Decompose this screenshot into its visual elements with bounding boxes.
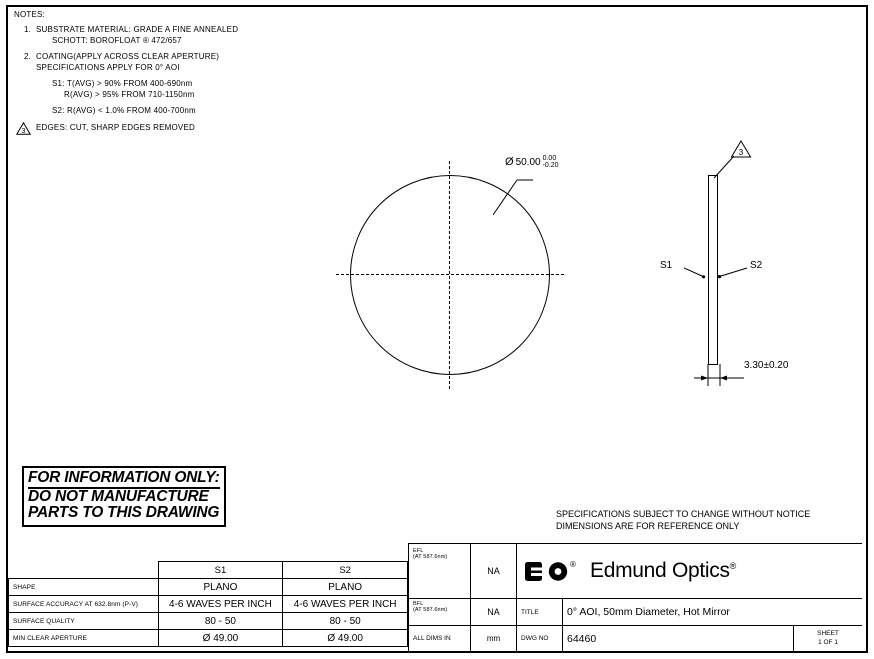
- row-value-s2: Ø 49.00: [283, 630, 408, 647]
- table-row: [9, 613, 408, 630]
- note-line: SPECIFICATIONS APPLY FOR 0° AOI: [36, 63, 180, 73]
- column-header-s1: S1: [158, 562, 283, 579]
- row-value-s2: 80 - 50: [283, 613, 408, 630]
- svg-text:3: 3: [738, 148, 744, 157]
- note-item-1: [14, 25, 434, 47]
- drawing-title: 0° AOI, 50mm Diameter, Hot Mirror: [563, 599, 862, 626]
- bfl-cell: [409, 599, 471, 626]
- info-only-line-1: FOR INFORMATION ONLY:: [28, 470, 220, 489]
- s2-leader-line: [715, 266, 750, 280]
- side-surface-1-label: S1: [660, 260, 673, 271]
- note-line: COATING(APPLY ACROSS CLEAR APERTURE): [36, 52, 220, 62]
- svg-text:®: ®: [570, 559, 576, 569]
- drawing-number-value: 64460: [563, 626, 794, 652]
- note-line: S1: T(AVG) > 90% FROM 400-690nm: [52, 78, 193, 88]
- sheet-cell: [794, 626, 862, 652]
- edge-note-row: [14, 122, 434, 135]
- information-only-notice: [22, 466, 226, 527]
- diameter-tolerance-upper: 0.00: [542, 155, 557, 162]
- bfl-label: BFL: [413, 601, 424, 607]
- thickness-value: 3.30±0.20: [744, 360, 789, 371]
- note-line: SCHOTT: BOROFLOAT ® 472/657: [52, 35, 182, 45]
- edmund-optics-logo-icon: [525, 559, 581, 584]
- units-label: ALL DIMS IN: [409, 626, 471, 652]
- diameter-value: 50.00: [515, 156, 541, 168]
- note-number: 1.: [24, 24, 32, 34]
- efl-label: EFL: [413, 548, 424, 554]
- row-label: SURFACE ACCURACY AT 632.8nm (P-V): [9, 596, 159, 613]
- row-value-s1: 4-6 WAVES PER INCH: [158, 596, 283, 613]
- bfl-wavelength: (AT 587.6nm): [413, 607, 448, 614]
- efl-cell: [409, 544, 471, 599]
- table-corner-cell: [9, 562, 159, 579]
- title-label: TITLE: [517, 599, 563, 626]
- note-item-2: [14, 52, 434, 116]
- efl-wavelength: (AT 587.6nm): [413, 554, 448, 561]
- efl-value: NA: [471, 544, 517, 599]
- row-label: SHAPE: [9, 579, 159, 596]
- info-only-line-3: PARTS TO THIS DRAWING: [28, 504, 220, 522]
- edge-note-text: EDGES: CUT, SHARP EDGES REMOVED: [36, 123, 195, 133]
- note-line: S2: R(AVG) < 1.0% FROM 400-700nm: [52, 105, 196, 115]
- company-logo-cell: [517, 544, 862, 599]
- registered-mark: ®: [729, 561, 737, 571]
- bfl-value: NA: [471, 599, 517, 626]
- table-row: [9, 579, 408, 596]
- row-label: SURFACE QUALITY: [9, 613, 159, 630]
- row-value-s1: 80 - 50: [158, 613, 283, 630]
- column-header-s2: S2: [283, 562, 408, 579]
- specification-table: [8, 561, 408, 647]
- triangle-flag-icon: [730, 140, 752, 158]
- row-label: MIN CLEAR APERTURE: [9, 630, 159, 647]
- notes-block: [14, 10, 434, 135]
- spec-change-notice: [556, 508, 810, 532]
- note-line: R(AVG) > 95% FROM 710-1150nm: [64, 89, 195, 99]
- units-value: mm: [471, 626, 517, 652]
- spec-notice-line-2: DIMENSIONS ARE FOR REFERENCE ONLY: [556, 521, 740, 532]
- side-surface-2-label: S2: [750, 260, 763, 271]
- row-value-s2: 4-6 WAVES PER INCH: [283, 596, 408, 613]
- row-value-s2: PLANO: [283, 579, 408, 596]
- diameter-symbol: Ø: [505, 156, 514, 169]
- note-line: SUBSTRATE MATERIAL: GRADE A FINE ANNEALED: [36, 24, 239, 34]
- table-header-row: [9, 562, 408, 579]
- sheet-value: 1 OF 1: [818, 638, 838, 646]
- row-value-s1: Ø 49.00: [158, 630, 283, 647]
- row-value-s1: PLANO: [158, 579, 283, 596]
- title-block: [408, 543, 862, 653]
- info-only-line-2: DO NOT MANUFACTURE: [28, 487, 209, 505]
- s1-leader-line: [684, 266, 712, 280]
- company-name: Edmund Optics®: [590, 559, 737, 582]
- diameter-callout: [505, 155, 559, 170]
- svg-text:3: 3: [21, 128, 26, 136]
- note-number: 2.: [24, 52, 32, 62]
- triangle-flag-icon: [16, 122, 31, 135]
- table-row: [9, 596, 408, 613]
- table-row: [9, 630, 408, 647]
- sheet-label: SHEET: [817, 630, 839, 638]
- drawing-number-label: DWG NO: [517, 626, 563, 652]
- spec-notice-line-1: SPECIFICATIONS SUBJECT TO CHANGE WITHOUT NOTICE: [556, 509, 811, 519]
- notes-heading: NOTES:: [14, 10, 45, 19]
- diameter-tolerance-lower: -0.20: [542, 162, 559, 170]
- side-view: [660, 140, 850, 390]
